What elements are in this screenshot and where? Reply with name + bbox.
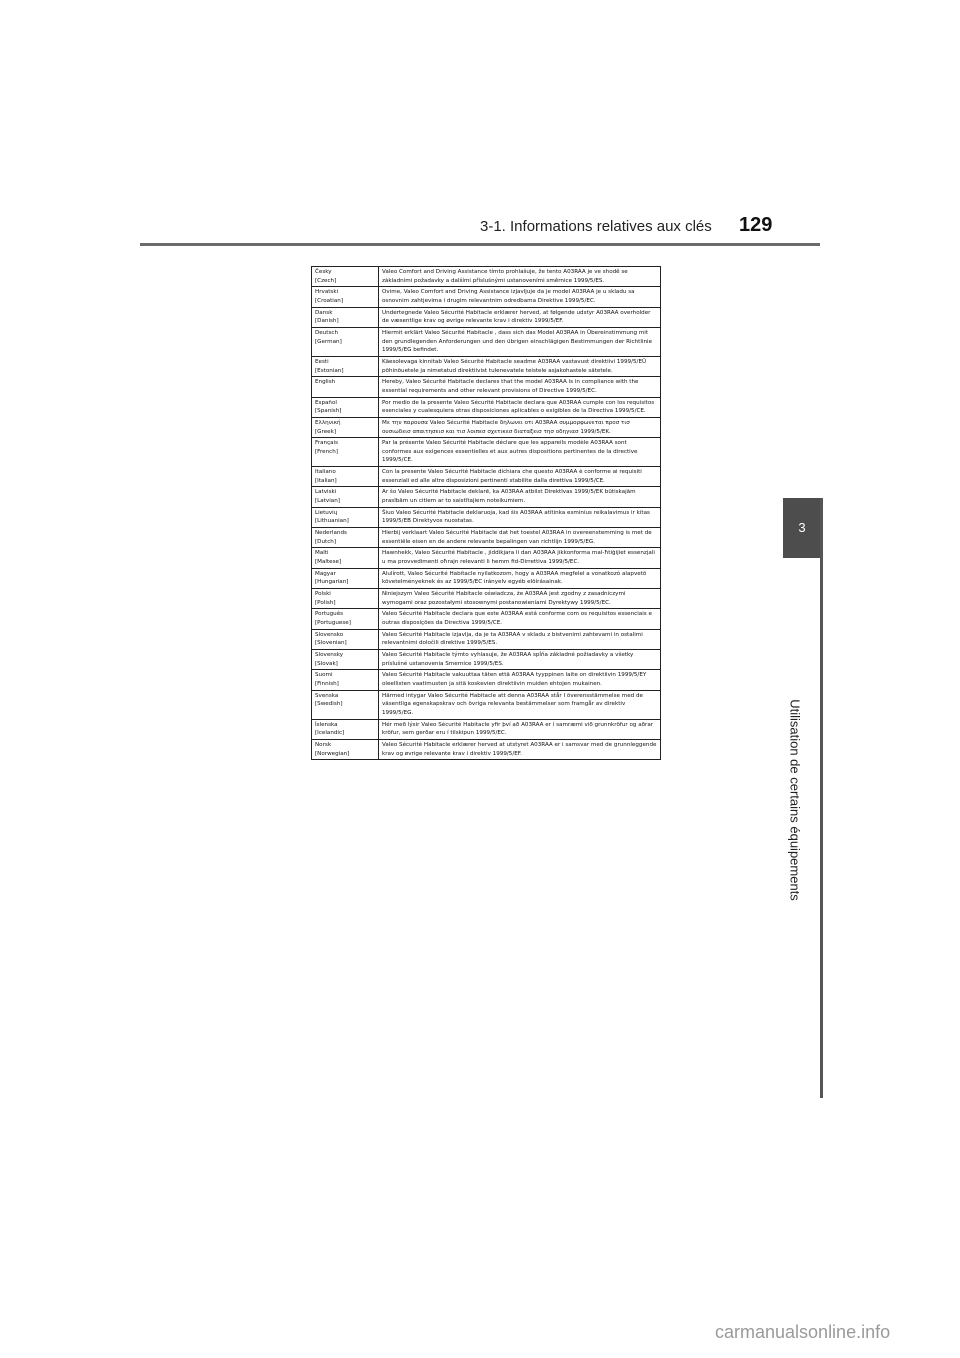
declaration-row [312, 719, 661, 739]
language-english-name: [Latvian] [315, 498, 340, 505]
declaration-row [312, 670, 661, 690]
declaration-text: Alulírott, Valeo Sécurité Habitacle nyilatkozom, hogy a A03RAA megfelel a vonatkozó alapvetõ követelményeknek és az 1999/5/EC irányelv egyéb elõírásainak. [379, 568, 661, 588]
declaration-row [312, 568, 661, 588]
language-cell [312, 467, 379, 487]
language-english-name: [Croatian] [315, 297, 344, 304]
language-name: Dansk [315, 309, 333, 316]
declaration-row [312, 438, 661, 467]
declaration-row [312, 609, 661, 629]
language-english-name: [Maltese] [315, 559, 342, 566]
language-cell [312, 649, 379, 669]
language-cell [312, 327, 379, 356]
language-cell [312, 528, 379, 548]
section-title: 3-1. Informations relatives aux clés [480, 218, 712, 235]
language-cell [312, 356, 379, 376]
declaration-text: Käesolevaga kinnitab Valeo Sécurité Habitacle seadme A03RAA vastavust direktiivi 1999/5/EÜ põhinõuetele ja nimetatud direktiivist tulenevatele teistele asjakohastele sätetele. [379, 356, 661, 376]
declaration-text: Με την παρουσα Valeo Sécurité Habitacle δηλωνει οτι A03RAA συμμορφωνεται προσ τισ ουσιωδεισ απαιτησεισ και τισ λοιπεσ σχετικεσ διαταξεισ τησ οδηγιασ 1999/5/ΕΚ. [379, 417, 661, 437]
declaration-text: Hierbij verklaart Valeo Sécurité Habitacle dat het toestel A03RAA in overeenstemming is met de essentiële eisen en de andere relevante bepalingen van richtlijn 1999/5/EG. [379, 528, 661, 548]
declaration-row [312, 548, 661, 568]
language-english-name: [Slovenian] [315, 640, 347, 647]
language-name: Slovensko [315, 631, 344, 638]
language-cell [312, 417, 379, 437]
language-name: Ελληνική [315, 419, 341, 426]
declaration-text: Šiuo Valeo Sécurité Habitacle deklaruoja, kad šis A03RAA atitinka esminius reikalavimus ir kitas 1999/5/EB Direktyvos nuostatas. [379, 507, 661, 527]
declaration-text: Ar šo Valeo Sécurité Habitacle deklarē, ka A03RAA atbilst Direktīvas 1999/5/EK būtiskajām prasībām un citiem ar to saistītajiem noteikumiem. [379, 487, 661, 507]
language-cell [312, 589, 379, 609]
declaration-row [312, 377, 661, 397]
language-name: Svenska [315, 692, 339, 699]
declaration-text: Ovime, Valeo Comfort and Driving Assistance izjavljuje da je model A03RAA je u skladu sa osnovnim zahtjevima i drugim relevantnim odredbama Direktive 1999/5/EC. [379, 287, 661, 307]
language-name: Español [315, 399, 337, 406]
language-english-name: [Portuguese] [315, 619, 351, 626]
language-english-name: [Dutch] [315, 538, 337, 545]
language-name: English [315, 379, 336, 386]
language-name: Latviski [315, 489, 337, 496]
declaration-row [312, 528, 661, 548]
declaration-row [312, 267, 661, 287]
declaration-text: Par la présente Valeo Sécurité Habitacle déclare que les appareils modèle A03RAA sont conformes aux exigences essentielles et aux autres dispositions pertinentes de la directive 1999/5/CE. [379, 438, 661, 467]
language-english-name: [Greek] [315, 428, 336, 435]
language-name: Lietuvių [315, 509, 338, 516]
declaration-text: Undertegnede Valeo Sécurité Habitacle erklærer herved, at følgende udstyr A03RAA overholder de væsentlige krav og øvrige relevante krav i direktiv 1999/5/EF. [379, 307, 661, 327]
language-cell [312, 690, 379, 719]
declaration-row [312, 327, 661, 356]
language-cell [312, 397, 379, 417]
declaration-row [312, 467, 661, 487]
declaration-row [312, 356, 661, 376]
declaration-text: Valeo Sécurité Habitacle týmto vyhlasuje, že A03RAA spĺňa základné požiadavky a všetky príslušné ustanovenia Smernice 1999/5/ES. [379, 649, 661, 669]
declaration-row [312, 307, 661, 327]
language-english-name: [Slovak] [315, 660, 338, 667]
declaration-text: Härmed intygar Valeo Sécurité Habitacle att denna A03RAA står I överensstämmelse med de väsentliga egenskapskrav och övriga relevanta bestämmelser som framgår av direktiv 1999/5/EG. [379, 690, 661, 719]
language-name: Slovensky [315, 651, 344, 658]
language-name: Norsk [315, 741, 332, 748]
declaration-text: Hereby, Valeo Sécurité Habitacle declares that the model A03RAA is in compliance with the essential requirements and other relevant provisions of Directive 1999/5/EC. [379, 377, 661, 397]
declaration-text: Por medio de la presente Valeo Sécurité Habitacle declara que A03RAA cumple con los requisitos esenciales y cualesquiera otras disposiciones aplicables o exigibles de la Directiva 1999/5/CE. [379, 397, 661, 417]
language-english-name: [Icelandic] [315, 730, 345, 737]
language-cell [312, 377, 379, 397]
language-english-name: [Norwegian] [315, 750, 350, 757]
declaration-text: Hér með lýsir Valeo Sécurité Habitacle yfir því að A03RAA er í samræmi við grunnkröfur og aðrar kröfur, sem gerðar eru í tilskipun 1999/5/EC. [379, 719, 661, 739]
header-rule [140, 243, 820, 246]
language-english-name: [Lithuanian] [315, 518, 349, 525]
language-english-name: [German] [315, 338, 342, 345]
language-cell [312, 307, 379, 327]
language-name: Malti [315, 550, 329, 557]
declaration-row [312, 487, 661, 507]
page-number: 129 [739, 214, 773, 236]
watermark: carmanualsonline.info [715, 1322, 891, 1342]
declaration-text: Niniejszym Valeo Sécurité Habitacle oświadcza, że A03RAA jest zgodny z zasadniczymi wymogami oraz pozostałymi stosownymi postanowieniami Dyrektywy 1999/5/EC. [379, 589, 661, 609]
language-name: Magyar [315, 570, 336, 577]
language-name: Hrvatski [315, 289, 339, 296]
language-cell [312, 487, 379, 507]
chapter-tab: 3 [783, 498, 821, 558]
language-english-name: [Danish] [315, 318, 339, 325]
language-cell [312, 267, 379, 287]
language-name: Česky [315, 269, 332, 275]
language-english-name: [Czech] [315, 277, 337, 284]
language-name: Polski [315, 591, 331, 597]
declaration-row [312, 287, 661, 307]
language-name: Eesti [315, 358, 329, 365]
language-name: Íslenska [315, 721, 338, 728]
declaration-row [312, 690, 661, 719]
language-english-name: [Spanish] [315, 408, 342, 415]
language-cell [312, 507, 379, 527]
language-english-name: [Hungarian] [315, 579, 349, 586]
chapter-tab-rule [820, 498, 823, 1098]
declaration-row [312, 739, 661, 759]
declaration-text: Valeo Sécurité Habitacle izjavlja, da je ta A03RAA v skladu z bistvenimi zahtevami in ostalimi relevantnimi določili direktive 1999/5/ES. [379, 629, 661, 649]
language-name: Deutsch [315, 329, 339, 336]
declaration-text: Hiermit erklärt Valeo Sécurité Habitacle , dass sich das Model A03RAA in Übereinstimmung mit den grundlegenden Anforderungen und den übrigen einschlägigen Bestimmungen der Richtlinie 1999/5/EG befindet. [379, 327, 661, 356]
declaration-text: Valeo Sécurité Habitacle erklærer herved at utstyret A03RAA er i samsvar med de grunnleggende krav og øvrige relevante krav i direktiv 1999/5/EF. [379, 739, 661, 759]
declaration-row [312, 649, 661, 669]
declaration-text: Valeo Sécurité Habitacle declara que este A03RAA está conforme com os requisitos essenciais e outras disposições da Directiva 1999/5/CE. [379, 609, 661, 629]
language-cell [312, 629, 379, 649]
declaration-row [312, 629, 661, 649]
language-cell [312, 568, 379, 588]
declaration-text: Con la presente Valeo Sécurité Habitacle dichiara che questo A03RAA è conforme ai requisiti essenziali ed alle altre disposizioni pertinenti stabilite dalla direttiva 1999/5/CE. [379, 467, 661, 487]
language-cell [312, 548, 379, 568]
declaration-text: Valeo Comfort and Driving Assistance tímto prohlašuje, že tento A03RAA je ve shodě se základními požadavky a dalšími příslušnými ustanoveními směrnice 1999/5/ES. [379, 267, 661, 287]
language-english-name: [Swedish] [315, 701, 343, 708]
language-name: Italiano [315, 469, 336, 476]
declaration-row [312, 507, 661, 527]
language-english-name: [French] [315, 448, 338, 455]
language-name: Français [315, 440, 339, 447]
declaration-table [311, 266, 661, 760]
language-cell [312, 287, 379, 307]
language-english-name: [Finnish] [315, 680, 339, 687]
language-cell [312, 719, 379, 739]
language-name: Suomi [315, 672, 333, 679]
declaration-text: Hawnhekk, Valeo Sécurité Habitacle , jiddikjara li dan A03RAA jikkonforma mal-ħtiġijiet essenzjali u ma provvedimenti oħrajn relevanti li hemm fid-Dirrettiva 1999/5/EC. [379, 548, 661, 568]
declaration-row [312, 417, 661, 437]
chapter-title: Utilisation de certains équipements [787, 699, 803, 901]
language-english-name: [Estonian] [315, 367, 344, 374]
declaration-row [312, 589, 661, 609]
language-name: Português [315, 611, 344, 618]
declaration-row [312, 397, 661, 417]
language-cell [312, 670, 379, 690]
language-english-name: [Polish] [315, 599, 336, 606]
language-cell [312, 739, 379, 759]
declaration-text: Valeo Sécurité Habitacle vakuuttaa täten että A03RAA tyyppinen laite on direktiivin 1999/5/EY oleellisten vaatimusten ja sitä koskevien direktiivin muiden ehtojen mukainen. [379, 670, 661, 690]
language-cell [312, 438, 379, 467]
language-english-name: [Italian] [315, 477, 337, 484]
language-cell [312, 609, 379, 629]
language-name: Nederlands [315, 530, 347, 537]
